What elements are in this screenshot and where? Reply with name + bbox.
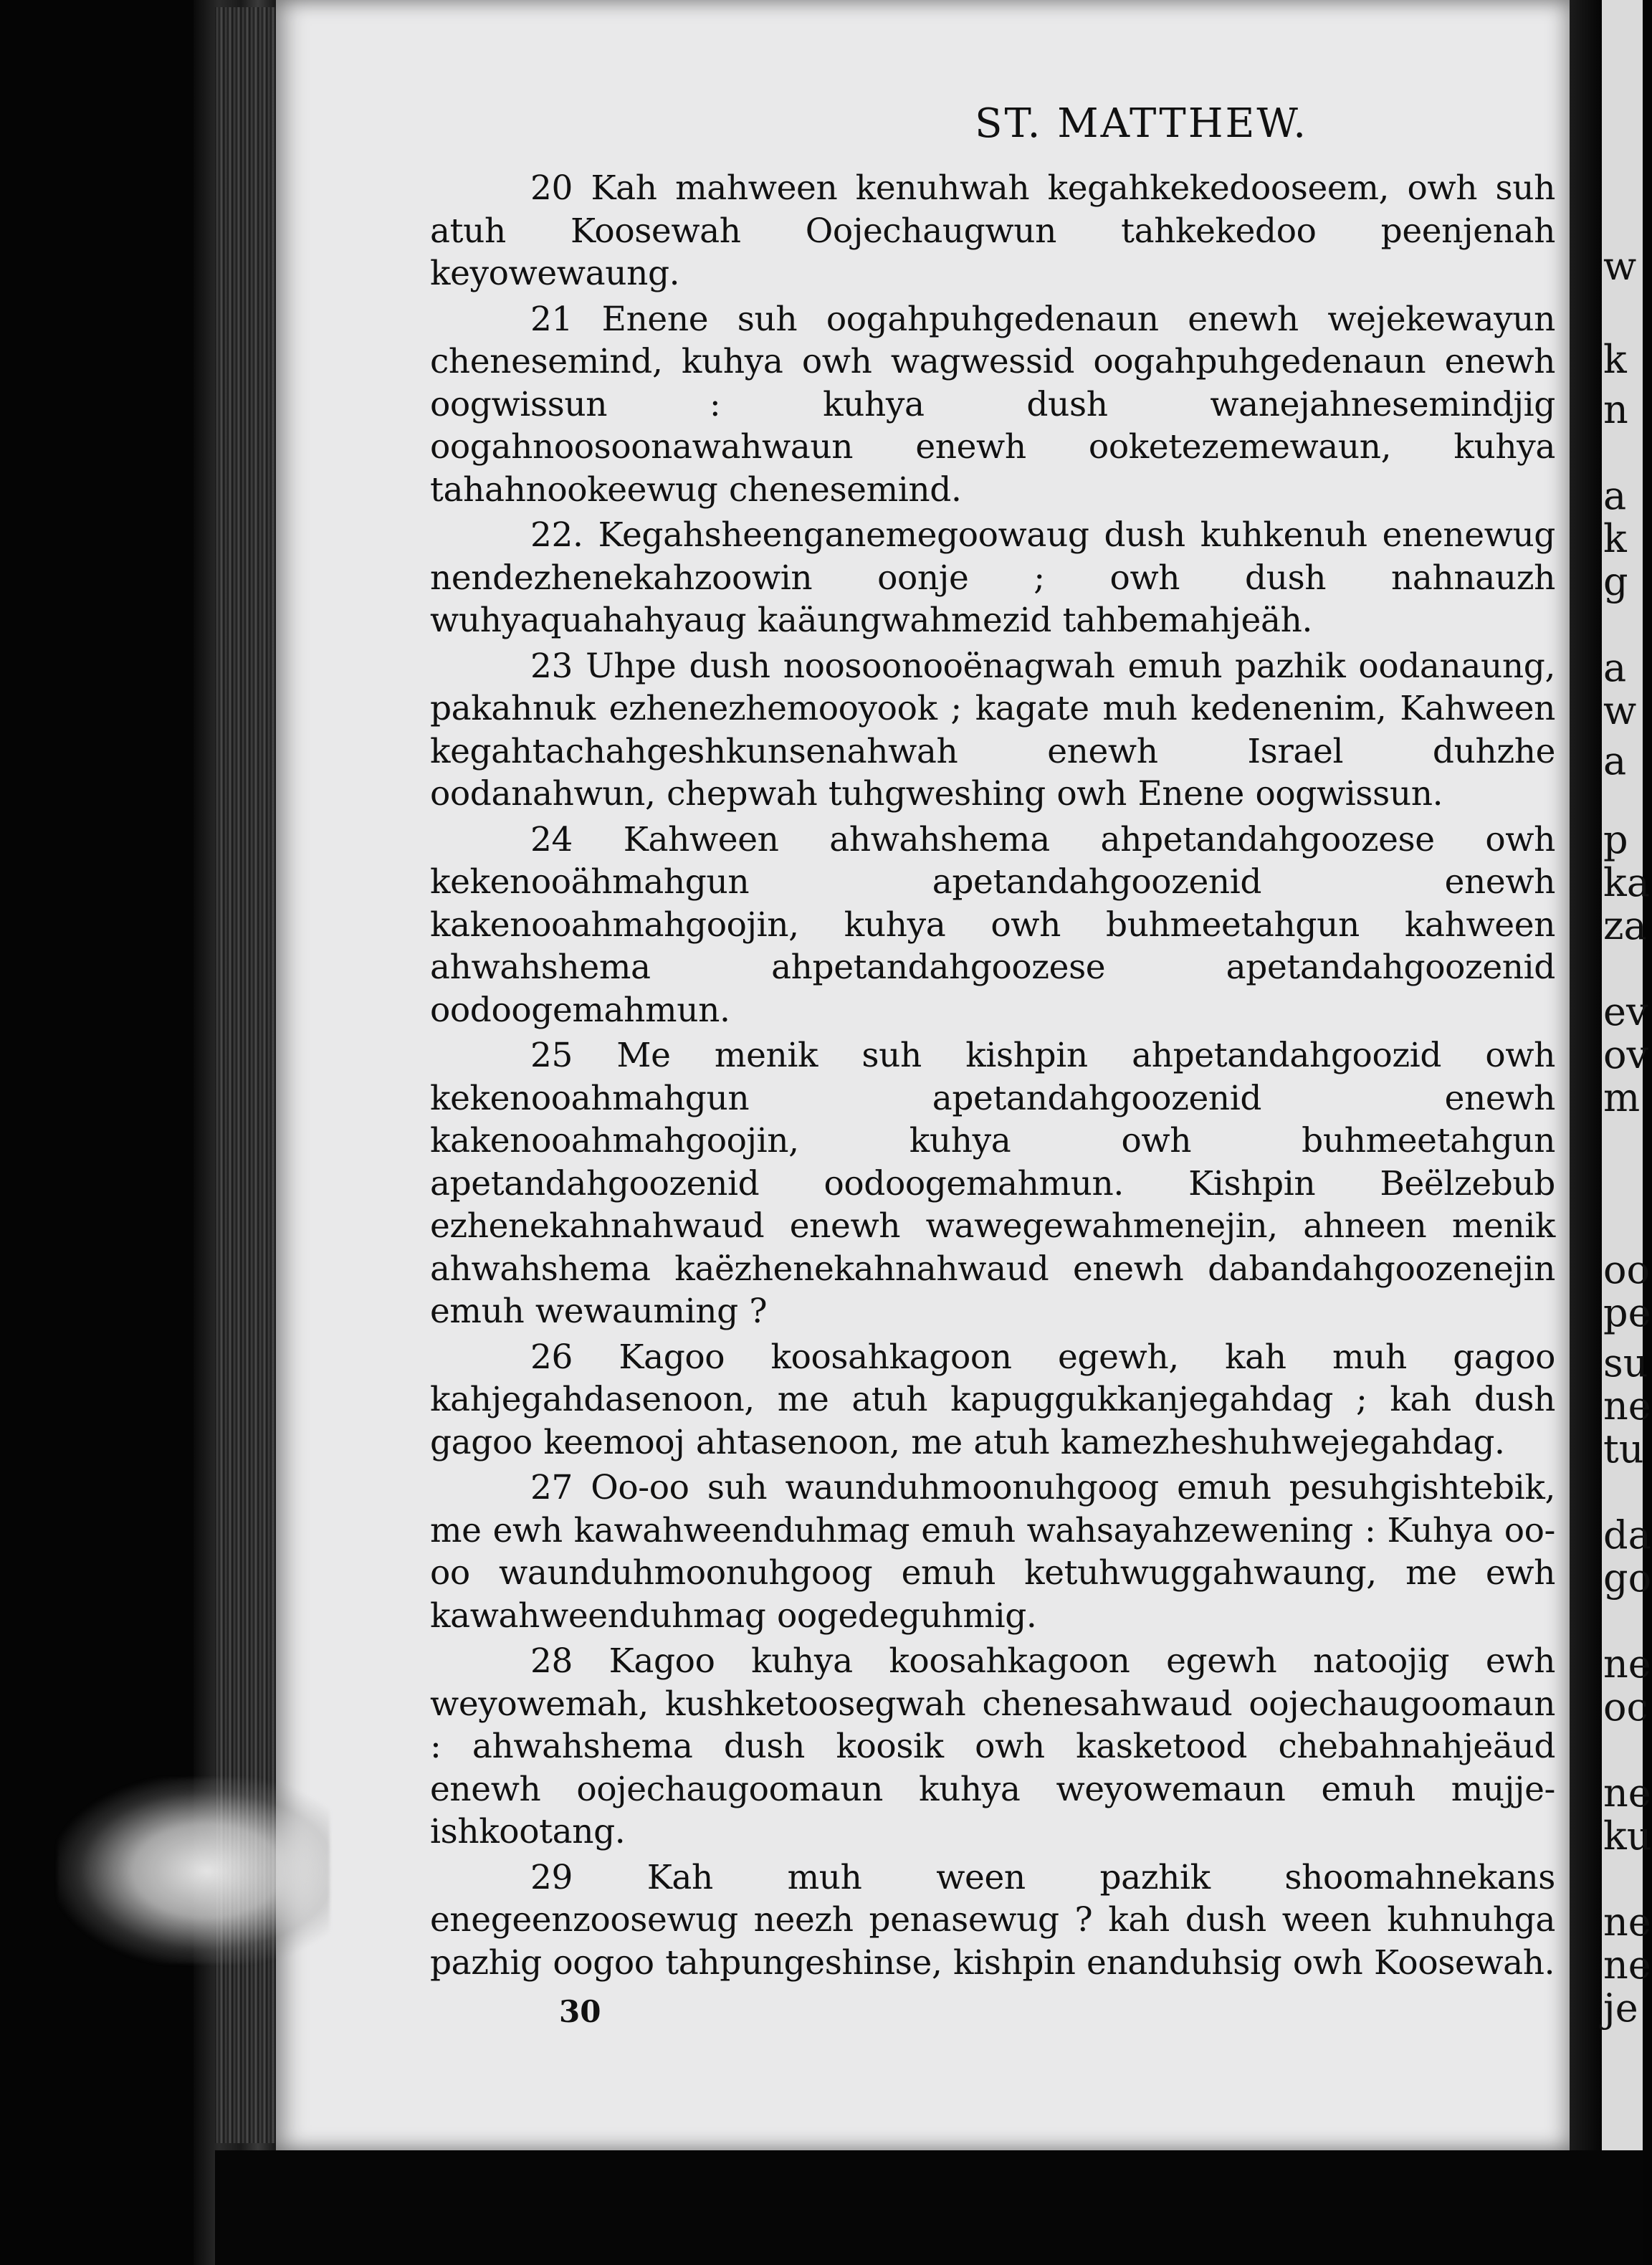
verse — [430, 1467, 1555, 1637]
facing-page-fragment: ka — [1603, 860, 1650, 905]
verse-text: Kah muh ween pazhik shoomahnekans enegeenzoosewug neezh penasewug ? kah dush ween kuhnuhga pazhig oogoo tahpungeshinse, kishpin enanduhsig owh Koosewah. — [430, 1857, 1555, 1983]
verse — [430, 645, 1555, 816]
verse — [430, 1856, 1555, 1985]
verse-text: Enene suh oogahpuhgedenaun enewh wejekewayun chenesemind, kuhya owh wagwessid oogahpuhgedenaun enewh oogwissun : kuhya dush wanejahnesemindjig oogahnoosoonawahwaun enewh ooketezemewaun, kuhya tahahnookeewug chenesemind. — [430, 299, 1556, 510]
facing-page-fragment: su — [1603, 1340, 1648, 1386]
verse-number: 29 — [530, 1857, 573, 1897]
verse — [430, 1336, 1555, 1464]
facing-page-fragment: ku — [1603, 1813, 1652, 1859]
verse — [430, 298, 1555, 512]
facing-page-fragment: ne — [1603, 1770, 1651, 1816]
verse — [430, 1034, 1555, 1333]
page-number: 30 — [559, 1994, 601, 2029]
verse-text: Kahween ahwahshema ahpetandahgoozese owh kekenooähmahgun apetandahgoozenid enewh kakenooahmahgoojin, kuhya owh buhmeetahgun kahween ahwahshema ahpetandahgoozese apetandahgoozenid oodoogemahmun. — [430, 819, 1555, 1030]
facing-page-fragment: a — [1603, 473, 1627, 518]
verse-number: 22. — [530, 515, 583, 555]
facing-page-fragment: a — [1603, 738, 1627, 783]
facing-page-fragment: m — [1603, 1075, 1641, 1120]
verse-text: Uhpe dush noosoonooënagwah emuh pazhik oodanaung, pakahnuk ezhenezhemooyook ; kagate muh kedenenim, Kahween kegahtachahgeshkunsenahwah enewh Israel duhzhe oodanahwun, chepwah tuhgweshing owh Enene oogwissun. — [430, 646, 1555, 814]
verse-text: Kah mahween kenuhwah kegahkekedooseem, owh suh atuh Koosewah Oojechaugwun tahkekedoo peenjenah keyowewaung. — [430, 168, 1555, 293]
facing-page-edge — [1602, 0, 1652, 2265]
verse-text: Kegahsheenganemegoowaug dush kuhkenuh enenewug nendezhenekahzoowin oonje ; owh dush nahnauzh wuhyaquahahyaug kaäungwahmezid tahbemahjeäh. — [430, 515, 1555, 640]
verse-number: 21 — [530, 299, 573, 339]
facing-page-fragment: oo — [1603, 1247, 1651, 1292]
facing-page-fragment: ne — [1603, 1899, 1651, 1945]
facing-page-fragment: go — [1603, 1555, 1652, 1601]
facing-page-fragment: tu — [1603, 1426, 1644, 1472]
facing-page-fragment: ne — [1603, 1641, 1651, 1687]
facing-page-fragment: oc — [1603, 1684, 1648, 1730]
facing-page-fragment: w — [1603, 244, 1637, 289]
verse-number: 23 — [530, 646, 573, 686]
verse-text: Oo-oo suh waunduhmoonuhgoog emuh pesuhgishtebik, me ewh kawahweenduhmag emuh wahsayahzewening : Kuhya oo-oo waunduhmoonuhgoog emuh ketuhwuggahwaung, me ewh kawahweenduhmag oogedeguhmig. — [430, 1468, 1555, 1636]
verse-text: Kagoo kuhya koosahkagoon egewh natoojig ewh weyowemah, kushketoosegwah chenesahwaud oojechaugoomaun : ahwahshema dush koosik owh kasketood chebahnahjeäud enewh oojechaugoomaun kuhya weyowemaun emuh mujje-ishkootang. — [430, 1641, 1555, 1851]
verse-text: Me menik suh kishpin ahpetandahgoozid owh kekenooahmahgun apetandahgoozenid enewh kakenooahmahgoojin, kuhya owh buhmeetahgun apetandahgoozenid oodoogemahmun. Kishpin Beëlzebub ezhenekahnahwaud enewh wawegewahmenejin, ahneen menik ahwahshema kaëzhenekahnahwaud enewh dabandahgoozenejin emuh wewauming ? — [430, 1036, 1555, 1331]
verse-number: 27 — [530, 1468, 573, 1507]
facing-page-fragment: ne — [1603, 1383, 1651, 1429]
facing-page-fragment: da — [1603, 1512, 1651, 1558]
verse-list — [430, 167, 1555, 1984]
verse-number: 25 — [530, 1036, 573, 1075]
facing-page-fragment: k — [1603, 516, 1627, 561]
facing-page-fragment: k — [1603, 337, 1627, 382]
page-content — [430, 100, 1555, 2029]
facing-page-fragment: w — [1603, 688, 1637, 733]
running-header: ST. MATTHEW. — [975, 100, 1308, 147]
facing-page-fragment: a — [1603, 645, 1627, 690]
facing-page-fragment: p — [1603, 817, 1628, 862]
facing-page-fragment: ne — [1603, 1942, 1651, 1988]
facing-page-fragment: ov — [1603, 1032, 1649, 1077]
facing-page-fragment: za — [1603, 903, 1647, 948]
facing-page-fragment: g — [1603, 559, 1628, 604]
facing-page-fragment: ev — [1603, 989, 1648, 1034]
verse-number: 20 — [530, 168, 573, 208]
verse — [430, 1640, 1555, 1854]
verse-text: Kagoo koosahkagoon egewh, kah muh gagoo kahjegahdasenoon, me atuh kapuggukkanjegahdag ; kah dush gagoo keemooj ahtasenoon, me atuh kamezheshuhwejegahdag. — [430, 1337, 1555, 1462]
facing-page-fragment: je — [1603, 1985, 1638, 2031]
verse-number: 26 — [530, 1337, 573, 1377]
verse-number: 28 — [530, 1641, 573, 1681]
verse-number: 24 — [530, 819, 573, 859]
verse — [430, 167, 1555, 295]
facing-page-fragment: n — [1603, 387, 1628, 432]
paper-stain — [57, 1778, 330, 1964]
scan-background — [215, 2150, 1643, 2265]
right-gutter — [1570, 0, 1602, 2265]
facing-page-fragment: pe — [1603, 1290, 1651, 1335]
verse — [430, 819, 1555, 1032]
verse — [430, 514, 1555, 642]
